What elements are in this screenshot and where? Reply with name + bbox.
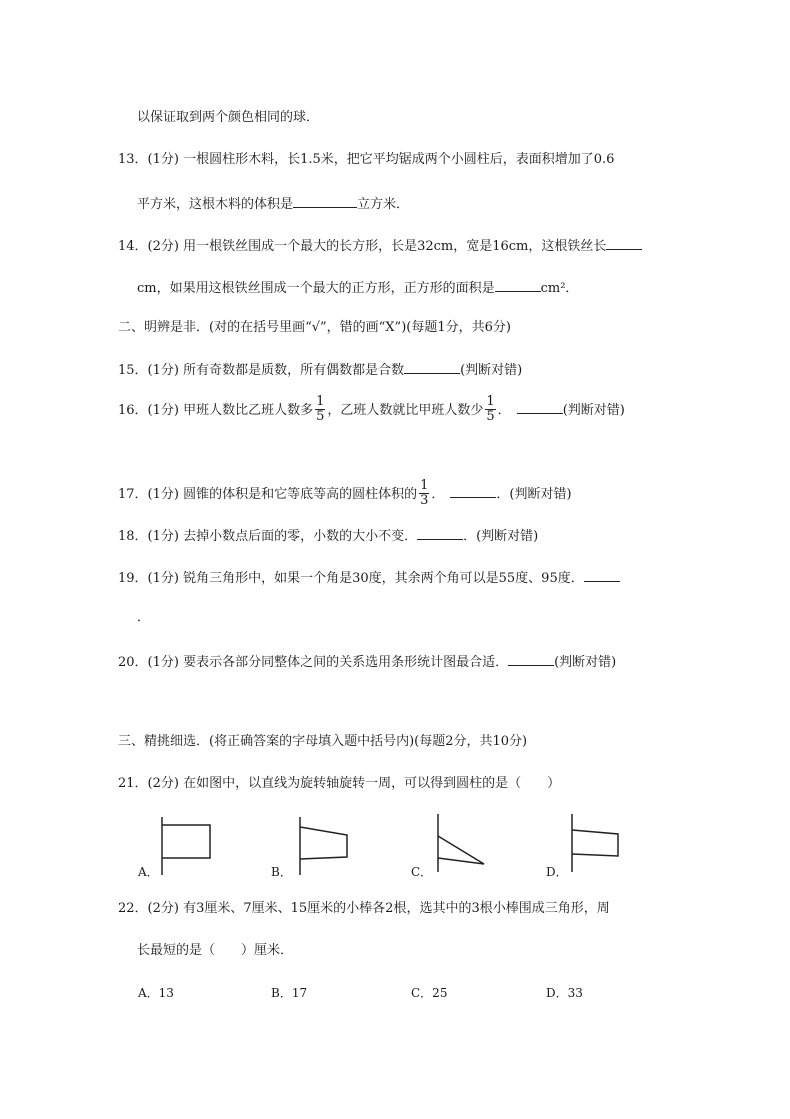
q13-answer-blank[interactable]: [293, 193, 357, 208]
q13-text-b: 立方米．: [357, 197, 410, 212]
figure-c-triangle-on-axis: [430, 812, 490, 874]
q21-option-a[interactable]: A．: [138, 865, 159, 879]
section2-heading: 二、明辨是非．(对的在括号里画“√”，错的画“X”)(每题1分，共6分): [118, 320, 511, 335]
q14-text-2b: cm²．: [540, 281, 579, 296]
figure-a-rectangle-on-axis: [158, 815, 214, 877]
q21-text: 21．(2分) 在如图中，以直线为旋转轴旋转一周，可以得到圆柱的是（ ）: [118, 776, 561, 791]
q21-option-c[interactable]: C．: [411, 865, 433, 879]
q17-fraction: $\frac{1}{3}$: [420, 478, 429, 508]
q17-suffix: ．(判断对错): [496, 487, 572, 502]
q20: [118, 651, 616, 672]
q16-fraction-2: $\frac{1}{5}$: [486, 394, 495, 424]
q22-line2: 长最短的是（ ）厘米．: [137, 943, 294, 958]
q22-option-a[interactable]: A．13: [138, 986, 174, 1000]
q22-option-c[interactable]: C．25: [411, 986, 448, 1000]
q18-text: 18．(1分) 去掉小数点后面的零，小数的大小不变．: [118, 529, 418, 544]
q15-suffix: (判断对错): [460, 363, 523, 378]
q15-answer-blank[interactable]: [404, 359, 460, 374]
q22-line1: 22．(2分) 有3厘米、7厘米、15厘米的小棒各2根，选其中的3根小棒围成三角形，周: [118, 901, 610, 916]
q18: [118, 525, 538, 546]
q12-tail: 以保证取到两个颜色相同的球．: [137, 110, 320, 125]
q14-answer-blank-1[interactable]: [606, 235, 642, 250]
q22-option-d[interactable]: D．33: [546, 986, 583, 1000]
q16-text-c: ．: [497, 403, 511, 418]
q16-text-b: ，乙班人数就比甲班人数少: [327, 403, 484, 418]
q16-suffix: (判断对错): [562, 403, 625, 418]
q14-text-2a: cm，如果用这根铁丝围成一个最大的正方形，正方形的面积是: [137, 281, 495, 296]
figure-d-quadrilateral-on-axis: [566, 812, 626, 874]
q17-text-b: ．: [431, 487, 445, 502]
q19: [118, 567, 620, 588]
q16-fraction-1: $\frac{1}{5}$: [316, 394, 325, 424]
q14-answer-blank-2[interactable]: [495, 277, 541, 292]
q22-option-b[interactable]: B．17: [271, 986, 308, 1000]
q16: [118, 396, 625, 425]
q13-text-a: 平方米，这根木料的体积是: [137, 197, 294, 212]
q16-text-a: 16．(1分) 甲班人数比乙班人数多: [118, 403, 314, 418]
q14-line2: [137, 277, 578, 298]
section3-heading: 三、精挑细选．(将正确答案的字母填入题中括号内)(每题2分，共10分): [118, 734, 528, 749]
q17-text-a: 17．(1分) 圆锥的体积是和它等底等高的圆柱体积的: [118, 487, 418, 502]
q18-answer-blank[interactable]: [417, 525, 463, 540]
q18-suffix: ．(判断对错): [463, 529, 539, 544]
q14-line1: [118, 235, 642, 256]
q16-answer-blank[interactable]: [517, 399, 563, 414]
q15: [118, 359, 522, 380]
q21-option-d[interactable]: D．: [546, 865, 568, 879]
figure-b-trapezoid-on-axis: [292, 815, 352, 877]
q14-text-1: 14．(2分) 用一根铁丝围成一个最大的长方形，长是32cm，宽是16cm，这根铁丝长: [118, 239, 607, 254]
q15-text: 15．(1分) 所有奇数都是质数，所有偶数都是合数: [118, 363, 405, 378]
q17: [118, 480, 572, 509]
q20-answer-blank[interactable]: [508, 651, 554, 666]
q20-text: 20．(1分) 要表示各部分同整体之间的关系选用条形统计图最合适．: [118, 655, 509, 670]
q17-answer-blank[interactable]: [450, 483, 496, 498]
q19-answer-blank[interactable]: [584, 567, 620, 582]
q21-option-b[interactable]: B．: [271, 865, 292, 879]
q19-text: 19．(1分) 锐角三角形中，如果一个角是30度，其余两个角可以是55度、95度．: [118, 571, 584, 586]
q20-suffix: (判断对错): [554, 655, 617, 670]
q19-tail: ．: [137, 610, 151, 625]
q13-line1: 13．(1分) 一根圆柱形木料，长1.5米，把它平均锯成两个小圆柱后，表面积增加了0.6: [118, 152, 615, 167]
q13-line2: [137, 193, 409, 214]
